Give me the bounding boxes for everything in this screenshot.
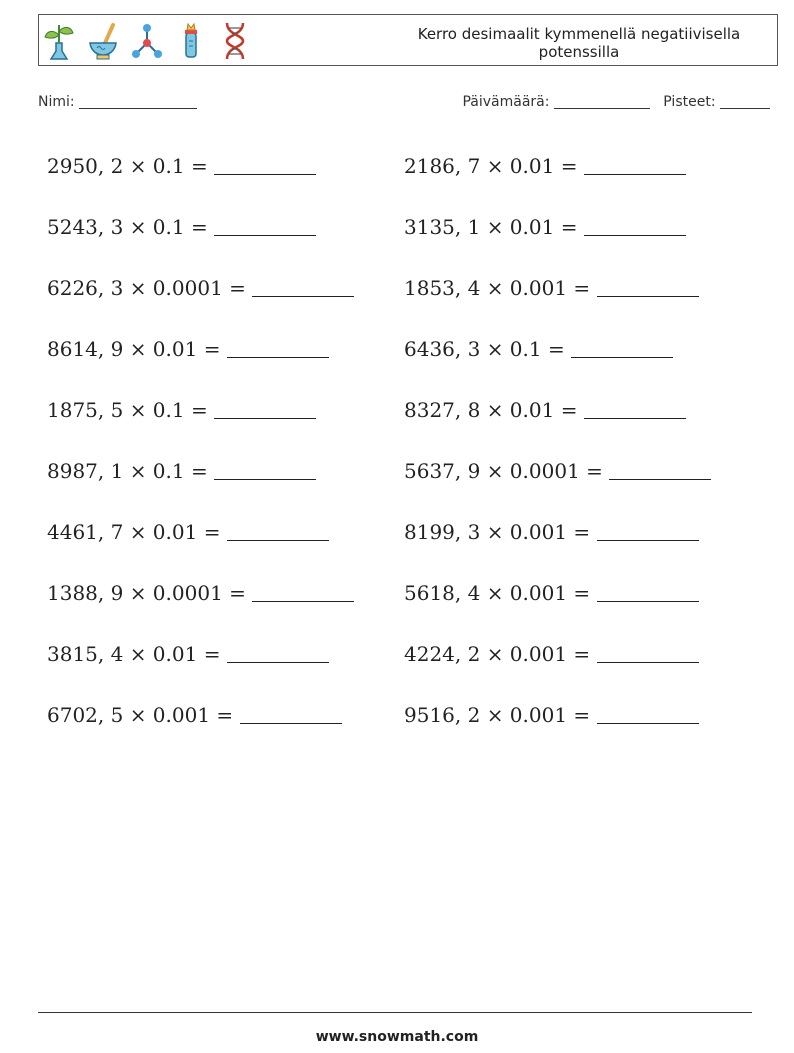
problem-item	[404, 636, 761, 676]
score-blank[interactable]	[720, 94, 770, 109]
problem-expression: 5637, 9 × 0.0001 =	[404, 459, 603, 483]
molecule-icon	[131, 21, 163, 61]
problem-expression: 5618, 4 × 0.001 =	[404, 581, 591, 605]
problem-expression: 2950, 2 × 0.1 =	[47, 154, 208, 178]
answer-blank[interactable]	[227, 638, 329, 663]
date-label: Päivämäärä:	[462, 94, 550, 110]
problem-expression: 3135, 1 × 0.01 =	[404, 215, 578, 239]
problem-item	[47, 209, 404, 249]
problem-item	[47, 331, 404, 371]
footer-site-link[interactable]: www.snowmath.com	[315, 1029, 479, 1045]
problem-item	[404, 453, 761, 493]
problem-expression: 9516, 2 × 0.001 =	[404, 703, 591, 727]
answer-blank[interactable]	[214, 150, 316, 175]
problem-item	[47, 697, 404, 737]
problem-item	[47, 636, 404, 676]
problem-expression: 8199, 3 × 0.001 =	[404, 520, 591, 544]
problem-expression: 1853, 4 × 0.001 =	[404, 276, 591, 300]
answer-blank[interactable]	[214, 211, 316, 236]
test-tube-icon	[175, 21, 207, 61]
problem-item	[404, 575, 761, 615]
problem-item	[404, 514, 761, 554]
answer-blank[interactable]	[227, 516, 329, 541]
problem-item	[47, 514, 404, 554]
name-label: Nimi:	[38, 94, 75, 110]
problem-item	[404, 331, 761, 371]
name-field	[38, 94, 197, 110]
problem-grid	[47, 148, 767, 758]
problem-expression: 8614, 9 × 0.01 =	[47, 337, 221, 361]
problem-expression: 1388, 9 × 0.0001 =	[47, 581, 246, 605]
problem-expression: 4461, 7 × 0.01 =	[47, 520, 221, 544]
plant-flask-icon	[43, 21, 75, 61]
footer-divider	[38, 1012, 752, 1013]
answer-blank[interactable]	[584, 394, 686, 419]
answer-blank[interactable]	[252, 577, 354, 602]
worksheet-title: Kerro desimaalit kymmenellä negatiivisella potenssilla	[417, 25, 741, 61]
problem-expression: 1875, 5 × 0.1 =	[47, 398, 208, 422]
problem-expression: 5243, 3 × 0.1 =	[47, 215, 208, 239]
problem-item	[404, 697, 761, 737]
problem-expression: 6702, 5 × 0.001 =	[47, 703, 234, 727]
answer-blank[interactable]	[584, 150, 686, 175]
problem-item	[47, 392, 404, 432]
problem-item	[47, 575, 404, 615]
answer-blank[interactable]	[584, 211, 686, 236]
answer-blank[interactable]	[214, 455, 316, 480]
answer-blank[interactable]	[240, 699, 342, 724]
answer-blank[interactable]	[597, 272, 699, 297]
problem-item	[47, 270, 404, 310]
problem-item	[404, 392, 761, 432]
problem-item	[404, 270, 761, 310]
problem-expression: 8987, 1 × 0.1 =	[47, 459, 208, 483]
answer-blank[interactable]	[227, 333, 329, 358]
dna-icon	[219, 21, 251, 61]
problem-item	[47, 148, 404, 188]
answer-blank[interactable]	[597, 516, 699, 541]
problem-expression: 3815, 4 × 0.01 =	[47, 642, 221, 666]
problem-expression: 6436, 3 × 0.1 =	[404, 337, 565, 361]
answer-blank[interactable]	[571, 333, 673, 358]
answer-blank[interactable]	[597, 699, 699, 724]
icon-row	[43, 19, 251, 63]
problem-item	[47, 453, 404, 493]
score-label: Pisteet:	[663, 94, 716, 110]
problem-item	[404, 209, 761, 249]
header-box	[38, 14, 778, 66]
problem-expression: 2186, 7 × 0.01 =	[404, 154, 578, 178]
problem-expression: 8327, 8 × 0.01 =	[404, 398, 578, 422]
date-blank[interactable]	[554, 94, 650, 109]
mortar-pestle-icon	[87, 21, 119, 61]
name-blank[interactable]	[79, 94, 197, 109]
answer-blank[interactable]	[609, 455, 711, 480]
answer-blank[interactable]	[214, 394, 316, 419]
date-score-fields	[462, 94, 770, 110]
problem-item	[404, 148, 761, 188]
answer-blank[interactable]	[252, 272, 354, 297]
answer-blank[interactable]	[597, 577, 699, 602]
problem-expression: 6226, 3 × 0.0001 =	[47, 276, 246, 300]
problem-expression: 4224, 2 × 0.001 =	[404, 642, 591, 666]
answer-blank[interactable]	[597, 638, 699, 663]
